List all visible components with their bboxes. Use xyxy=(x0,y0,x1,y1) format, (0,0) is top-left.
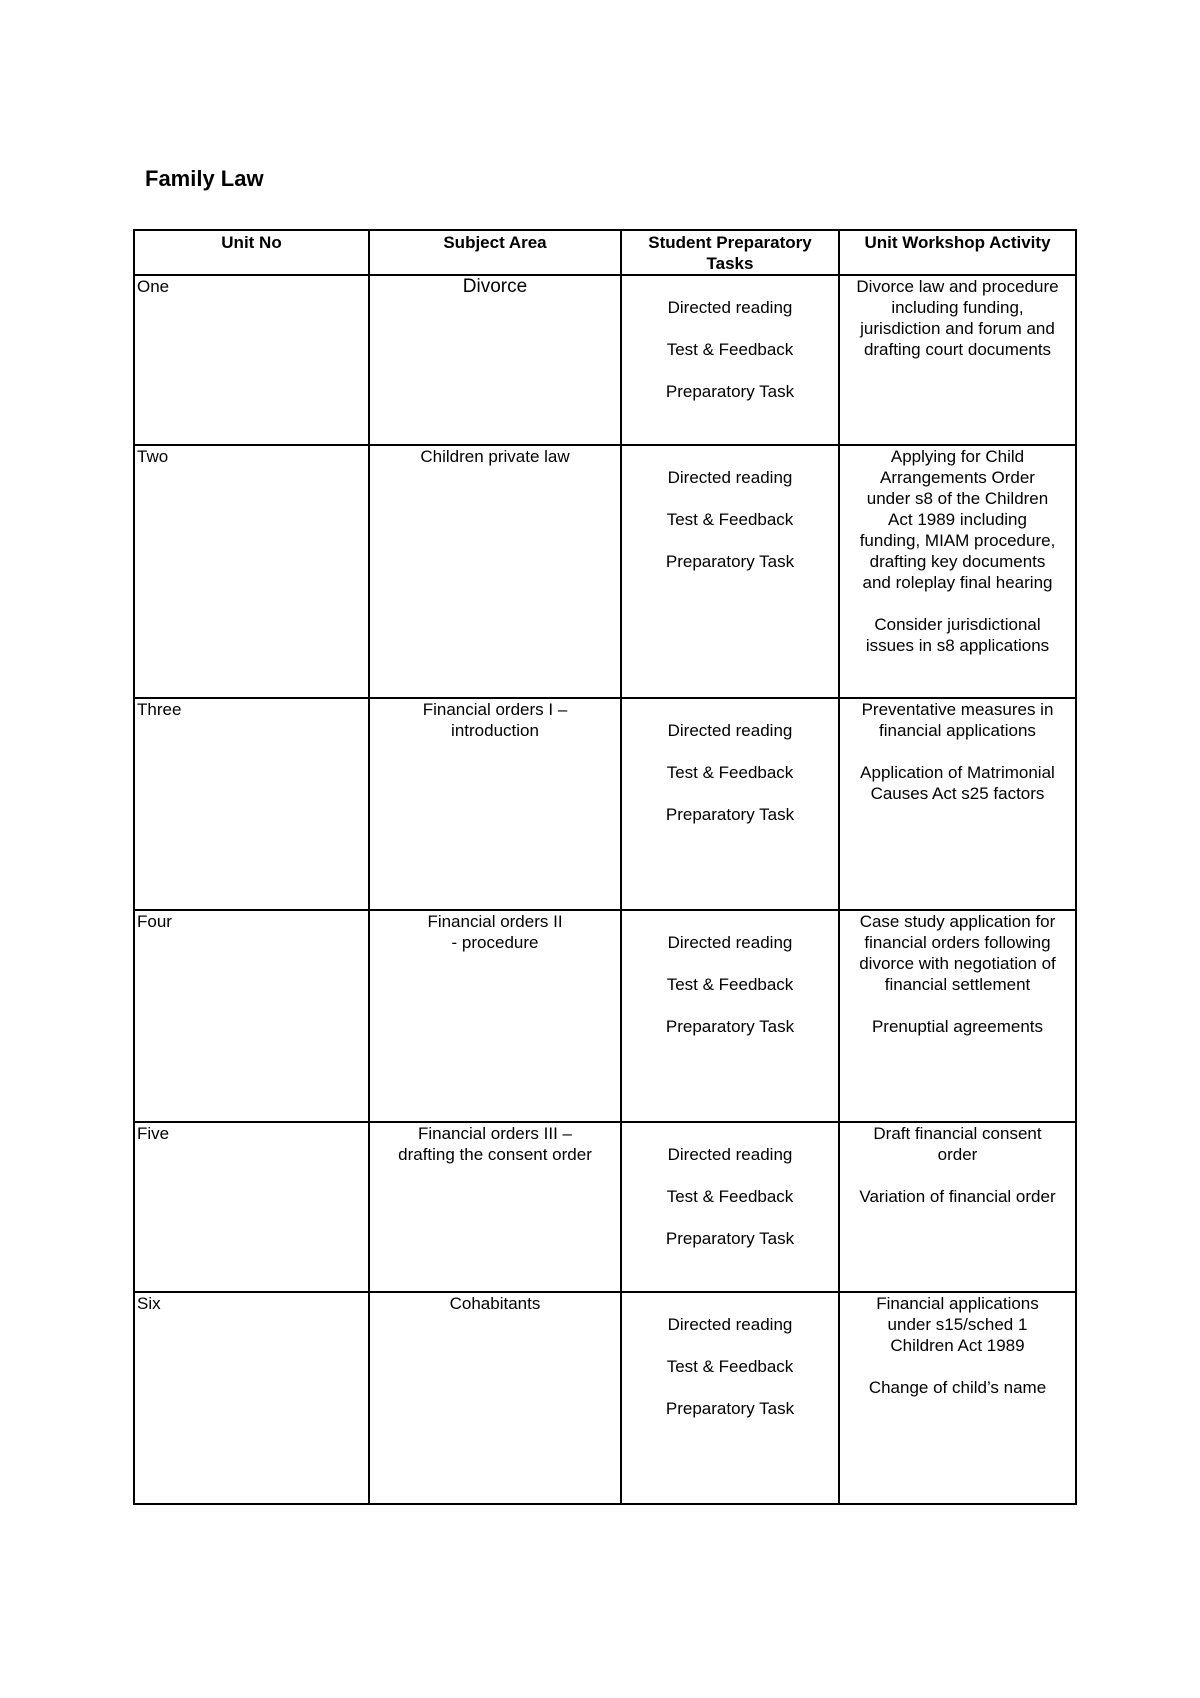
workshop-paragraph xyxy=(842,699,1073,741)
workshop-line: drafting key documents xyxy=(869,552,1046,571)
workshop-line: Causes Act s25 factors xyxy=(870,784,1045,803)
task-item: Preparatory Task xyxy=(665,1229,795,1248)
workshop-activity-cell xyxy=(839,1292,1076,1504)
workshop-paragraph xyxy=(842,276,1073,360)
task-item: Directed reading xyxy=(667,1315,793,1334)
subject-line: Cohabitants xyxy=(449,1294,541,1313)
workshop-paragraph xyxy=(842,762,1073,804)
unit-no-cell: One xyxy=(134,275,369,445)
workshop-activity-cell xyxy=(839,1122,1076,1292)
task-item: Test & Feedback xyxy=(666,340,794,359)
task-item: Preparatory Task xyxy=(665,382,795,401)
workshop-paragraph xyxy=(842,1016,1073,1037)
workshop-line: Applying for Child xyxy=(890,447,1025,466)
unit-no-cell: Six xyxy=(134,1292,369,1504)
workshop-paragraph xyxy=(842,911,1073,995)
workshop-line: Arrangements Order xyxy=(880,468,1035,487)
unit-schedule-table xyxy=(133,229,1077,1505)
workshop-line: financial orders following xyxy=(864,933,1051,952)
subject-line: Financial orders III – xyxy=(417,1124,572,1143)
table-row xyxy=(134,275,1076,445)
workshop-paragraph xyxy=(842,1377,1073,1398)
preparatory-tasks-cell xyxy=(621,698,839,910)
task-item: Preparatory Task xyxy=(665,552,795,571)
workshop-line: jurisdiction and forum and xyxy=(860,319,1055,338)
subject-area-cell xyxy=(369,445,621,698)
task-item: Test & Feedback xyxy=(666,1357,794,1376)
table-row xyxy=(134,445,1076,698)
workshop-line: Application of Matrimonial xyxy=(860,763,1055,782)
task-item: Directed reading xyxy=(667,933,793,952)
workshop-line: including funding, xyxy=(891,298,1024,317)
workshop-activity-cell xyxy=(839,445,1076,698)
workshop-activity-cell xyxy=(839,698,1076,910)
header-student-preparatory-tasks: Student Preparatory Tasks xyxy=(621,230,839,275)
task-item: Directed reading xyxy=(667,468,793,487)
subject-area-cell xyxy=(369,910,621,1122)
table-body xyxy=(134,275,1076,1504)
workshop-line: under s15/sched 1 xyxy=(887,1315,1028,1334)
workshop-line: Children Act 1989 xyxy=(890,1336,1025,1355)
workshop-line: Variation of financial order xyxy=(859,1187,1056,1206)
subject-line: - procedure xyxy=(451,933,539,952)
header-subject-area: Subject Area xyxy=(369,230,621,275)
preparatory-tasks-cell xyxy=(621,1122,839,1292)
workshop-line: Change of child’s name xyxy=(868,1378,1047,1397)
header-unit-no: Unit No xyxy=(134,230,369,275)
table-row xyxy=(134,1122,1076,1292)
workshop-paragraph xyxy=(842,614,1073,656)
workshop-line: funding, MIAM procedure, xyxy=(859,531,1056,550)
unit-no-cell: Two xyxy=(134,445,369,698)
table-header-row xyxy=(134,230,1076,275)
workshop-line: financial applications xyxy=(879,721,1036,740)
workshop-line: order xyxy=(937,1145,978,1164)
task-item: Test & Feedback xyxy=(666,1187,794,1206)
workshop-activity-cell xyxy=(839,275,1076,445)
workshop-line: Divorce law and procedure xyxy=(856,277,1059,296)
task-item: Test & Feedback xyxy=(666,763,794,782)
task-item: Preparatory Task xyxy=(665,1399,795,1418)
workshop-paragraph xyxy=(842,1123,1073,1165)
subject-line: Financial orders II xyxy=(427,912,563,931)
unit-no-cell: Four xyxy=(134,910,369,1122)
subject-area-cell xyxy=(369,698,621,910)
task-item: Preparatory Task xyxy=(665,805,795,824)
task-item: Preparatory Task xyxy=(665,1017,795,1036)
workshop-line: drafting court documents xyxy=(863,340,1052,359)
unit-no-cell: Five xyxy=(134,1122,369,1292)
workshop-line: divorce with negotiation of xyxy=(859,954,1056,973)
workshop-line: Draft financial consent xyxy=(873,1124,1042,1143)
task-item: Directed reading xyxy=(667,298,793,317)
subject-area-cell xyxy=(369,1292,621,1504)
workshop-paragraph xyxy=(842,1293,1073,1356)
workshop-line: Preventative measures in xyxy=(861,700,1054,719)
subject-line: Financial orders I – xyxy=(422,700,568,719)
preparatory-tasks-cell xyxy=(621,445,839,698)
subject-area-cell xyxy=(369,275,621,445)
workshop-line: Act 1989 including xyxy=(888,510,1027,529)
subject-line: Divorce xyxy=(462,276,528,297)
workshop-activity-cell xyxy=(839,910,1076,1122)
task-item: Directed reading xyxy=(667,721,793,740)
document-title: Family Law xyxy=(145,166,264,191)
table-row xyxy=(134,1292,1076,1504)
workshop-line: and roleplay final hearing xyxy=(862,573,1053,592)
workshop-line: Prenuptial agreements xyxy=(871,1017,1044,1036)
subject-area-cell xyxy=(369,1122,621,1292)
subject-line: drafting the consent order xyxy=(398,1145,592,1164)
subject-line: Children private law xyxy=(420,447,570,466)
subject-line: introduction xyxy=(451,721,539,740)
preparatory-tasks-cell xyxy=(621,910,839,1122)
workshop-line: Case study application for xyxy=(859,912,1056,931)
header-unit-workshop-activity: Unit Workshop Activity xyxy=(839,230,1076,275)
workshop-line: under s8 of the Children xyxy=(866,489,1049,508)
task-item: Directed reading xyxy=(667,1145,793,1164)
workshop-line: Financial applications xyxy=(876,1294,1039,1313)
task-item: Test & Feedback xyxy=(666,975,794,994)
workshop-line: Consider jurisdictional xyxy=(874,615,1041,634)
workshop-line: issues in s8 applications xyxy=(865,636,1050,655)
task-item: Test & Feedback xyxy=(666,510,794,529)
workshop-paragraph xyxy=(842,1186,1073,1207)
table-row xyxy=(134,910,1076,1122)
workshop-line: financial settlement xyxy=(884,975,1031,994)
preparatory-tasks-cell xyxy=(621,275,839,445)
workshop-paragraph xyxy=(842,446,1073,593)
preparatory-tasks-cell xyxy=(621,1292,839,1504)
table-row xyxy=(134,698,1076,910)
unit-no-cell: Three xyxy=(134,698,369,910)
